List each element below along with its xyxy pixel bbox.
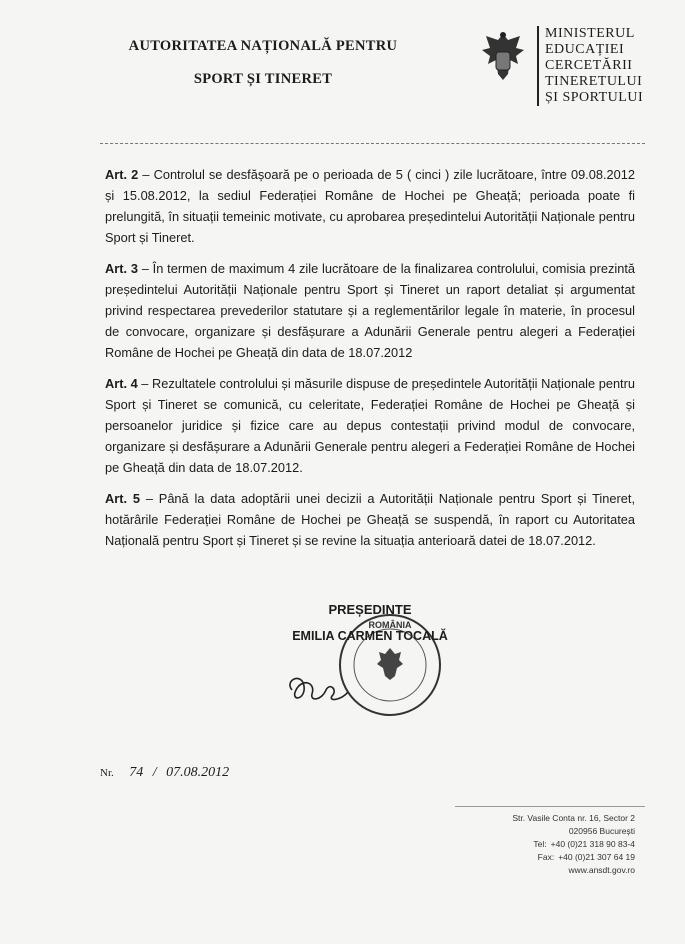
article-label: Art. 3	[105, 261, 138, 276]
article-label: Art. 2	[105, 167, 139, 182]
article-2	[105, 164, 635, 248]
signature-block	[275, 602, 465, 643]
ministry-line-3: CERCETĂRII	[545, 58, 633, 73]
registration-number: Nr. 74 / 07.08.2012	[100, 765, 230, 780]
registration-number-value: 74	[129, 765, 144, 780]
ministry-line-2: EDUCAȚIEI	[545, 42, 625, 57]
footer-fax: +40 (0)21 307 64 19	[558, 852, 635, 862]
article-text: – Până la data adoptării unei decizii a Autorității Naționale pentru Sport și Tineret, hotărârile Federației Române de Hochei pe Gheață se suspendă, în raport cu Autoritatea Națională pentru Sport și Tineret și se revine la situația anterioară datei de 18.07.2012.	[105, 491, 635, 548]
article-4	[105, 373, 635, 478]
ministry-line-5: ȘI SPORTULUI	[545, 90, 644, 105]
authority-header	[118, 38, 408, 104]
footer-phone-label: Tel:	[533, 839, 547, 849]
header-divider	[100, 143, 645, 144]
footer-postal: 020956 București	[568, 826, 635, 836]
authority-name-line1: AUTORITATEA NAȚIONALĂ PENTRU	[128, 38, 398, 54]
footer-divider	[455, 806, 645, 807]
article-text: – Controlul se desfășoară pe o perioada de 5 ( cinci ) zile lucrătoare, între 09.08.2012 și 15.08.2012, la sediul Federației Române de Hochei pe Gheață; perioada poate fi prelungită, în situații temeinic motivate, cu aprobarea președintelui Autorității Naționale pentru Sport și Tineret.	[105, 167, 635, 245]
authority-name-line2: SPORT ȘI TINERET	[193, 71, 333, 87]
ministry-line-4: TINERETULUI	[545, 74, 643, 89]
footer-address: Str. Vasile Conta nr. 16, Sector 2	[512, 813, 635, 823]
footer-phone: +40 (0)21 318 90 83-4	[550, 839, 635, 849]
article-text: – Rezultatele controlului și măsurile dispuse de președintele Autorității Naționale pentru Sport și Tineret se comunică, cu celeritate, Federației Române de Hochei pe Gheață și persoanelor juridice și fizice care au depus contestații privind modul de convocare, organizare și desfășurare a Adunării Generale pentru alegeri a Federației Române de Hochei pe Gheață din data de 18.07.2012.	[105, 376, 635, 475]
article-text: – În termen de maximum 4 zile lucrătoare de la finalizarea controlului, comisia prezintă președintelui Autorității Naționale pentru Sport și Tineret un raport detaliat și argumentat privind respectarea prevederilor statutare și a reglementărilor legale în materie, în procesul de convocare, organizare și desfășurare a Adunării Generale pentru alegeri a Federației Române de Hochei pe Gheață din data de 18.07.2012	[105, 261, 635, 360]
article-5	[105, 488, 635, 551]
footer-fax-label: Fax:	[537, 852, 555, 862]
coat-of-arms-icon	[478, 30, 528, 90]
signatory-name: EMILIA CARMEN TOCALĂ	[292, 629, 448, 643]
ministry-header	[537, 26, 685, 106]
handwritten-signature-icon	[282, 660, 362, 710]
registration-date: 07.08.2012	[166, 765, 230, 780]
article-3	[105, 258, 635, 363]
decision-body	[105, 164, 635, 561]
article-label: Art. 5	[105, 491, 140, 506]
article-label: Art. 4	[105, 376, 138, 391]
footer-website: www.ansdt.gov.ro	[568, 865, 635, 875]
stamp-text: ROMÂNIA	[368, 620, 412, 630]
signatory-title: PREȘEDINTE	[328, 602, 412, 617]
registration-label: Nr.	[100, 767, 114, 779]
contact-footer	[455, 812, 635, 877]
ministry-line-1: MINISTERUL	[545, 26, 635, 41]
